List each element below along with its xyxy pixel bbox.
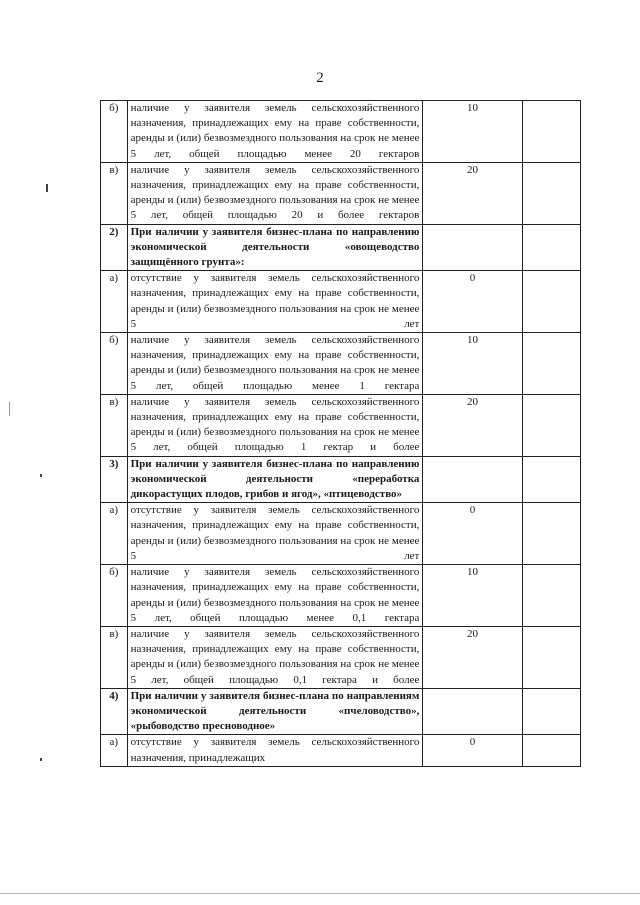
row-points: 0 <box>423 271 522 333</box>
row-number: б) <box>101 101 128 163</box>
row-number: 4) <box>101 688 128 735</box>
row-number: б) <box>101 565 128 627</box>
criteria-row <box>101 394 581 456</box>
criteria-section-row <box>101 688 581 735</box>
row-description: отсутствие у заявителя земель сельскохозяйственного назначения, принадлежащих ему на праве собственности, аренды и (или) безвозмездного пользования на срок не менее 5 лет <box>127 271 423 333</box>
row-points: 20 <box>423 626 522 688</box>
row-empty-cell <box>522 394 580 456</box>
criteria-row <box>101 735 581 766</box>
row-description: наличие у заявителя земель сельскохозяйственного назначения, принадлежащих ему на праве собственности, аренды и (или) безвозмездного пользования на срок не менее 5 лет, общей площадью менее 1 гектара <box>127 333 423 395</box>
row-empty-cell <box>522 735 580 766</box>
row-empty-cell <box>522 456 580 503</box>
criteria-section-row <box>101 456 581 503</box>
row-points <box>423 456 522 503</box>
row-points: 20 <box>423 162 522 224</box>
row-points: 10 <box>423 565 522 627</box>
row-points <box>423 688 522 735</box>
scan-edge-line <box>0 893 640 894</box>
row-empty-cell <box>522 626 580 688</box>
row-description: наличие у заявителя земель сельскохозяйственного назначения, принадлежащих ему на праве собственности, аренды и (или) безвозмездного пользования на срок не менее 5 лет, общей площадью 20 и более гектаров <box>127 162 423 224</box>
row-number: а) <box>101 503 128 565</box>
row-number: в) <box>101 162 128 224</box>
criteria-row <box>101 162 581 224</box>
row-number: а) <box>101 735 128 766</box>
criteria-row <box>101 101 581 163</box>
row-points: 10 <box>423 101 522 163</box>
row-number: 2) <box>101 224 128 271</box>
row-number: в) <box>101 626 128 688</box>
row-description: наличие у заявителя земель сельскохозяйственного назначения, принадлежащих ему на праве собственности, аренды и (или) безвозмездного пользования на срок не менее 5 лет, общей площадью менее 0,1 гектара <box>127 565 423 627</box>
row-empty-cell <box>522 333 580 395</box>
scan-mark <box>9 402 10 416</box>
row-description: При наличии у заявителя бизнес-плана по направлению экономической деятельности «переработка дикорастущих плодов, грибов и ягод», «птицеводство» <box>127 456 423 503</box>
criteria-row <box>101 626 581 688</box>
criteria-table <box>100 100 581 767</box>
row-empty-cell <box>522 162 580 224</box>
row-empty-cell <box>522 224 580 271</box>
row-empty-cell <box>522 688 580 735</box>
row-number: 3) <box>101 456 128 503</box>
row-empty-cell <box>522 503 580 565</box>
row-description: отсутствие у заявителя земель сельскохозяйственного назначения, принадлежащих <box>127 735 423 766</box>
row-number: б) <box>101 333 128 395</box>
scan-mark <box>40 474 42 477</box>
criteria-row <box>101 565 581 627</box>
row-description: наличие у заявителя земель сельскохозяйственного назначения, принадлежащих ему на праве собственности, аренды и (или) безвозмездного пользования на срок не менее 5 лет, общей площадью 1 гектар и более <box>127 394 423 456</box>
criteria-table-body <box>101 101 581 767</box>
row-points <box>423 224 522 271</box>
row-points: 0 <box>423 735 522 766</box>
row-description: При наличии у заявителя бизнес-плана по направлениям экономической деятельности «пчеловодство», «рыбоводство пресноводное» <box>127 688 423 735</box>
row-points: 20 <box>423 394 522 456</box>
criteria-row <box>101 333 581 395</box>
criteria-row <box>101 271 581 333</box>
row-description: наличие у заявителя земель сельскохозяйственного назначения, принадлежащих ему на праве собственности, аренды и (или) безвозмездного пользования на срок не менее 5 лет, общей площадью менее 20 гектаров <box>127 101 423 163</box>
criteria-section-row <box>101 224 581 271</box>
row-empty-cell <box>522 271 580 333</box>
row-number: в) <box>101 394 128 456</box>
row-empty-cell <box>522 565 580 627</box>
page-number: 2 <box>316 70 324 86</box>
scan-mark <box>40 758 42 761</box>
row-empty-cell <box>522 101 580 163</box>
row-points: 10 <box>423 333 522 395</box>
row-description: отсутствие у заявителя земель сельскохозяйственного назначения, принадлежащих ему на праве собственности, аренды и (или) безвозмездного пользования на срок не менее 5 лет <box>127 503 423 565</box>
scan-mark <box>46 184 48 192</box>
row-points: 0 <box>423 503 522 565</box>
row-description: наличие у заявителя земель сельскохозяйственного назначения, принадлежащих ему на праве собственности, аренды и (или) безвозмездного пользования на срок не менее 5 лет, общей площадью 0,1 гектара и более <box>127 626 423 688</box>
row-number: а) <box>101 271 128 333</box>
row-description: При наличии у заявителя бизнес-плана по направлению экономической деятельности «овощеводство защищённого грунта»: <box>127 224 423 271</box>
criteria-row <box>101 503 581 565</box>
